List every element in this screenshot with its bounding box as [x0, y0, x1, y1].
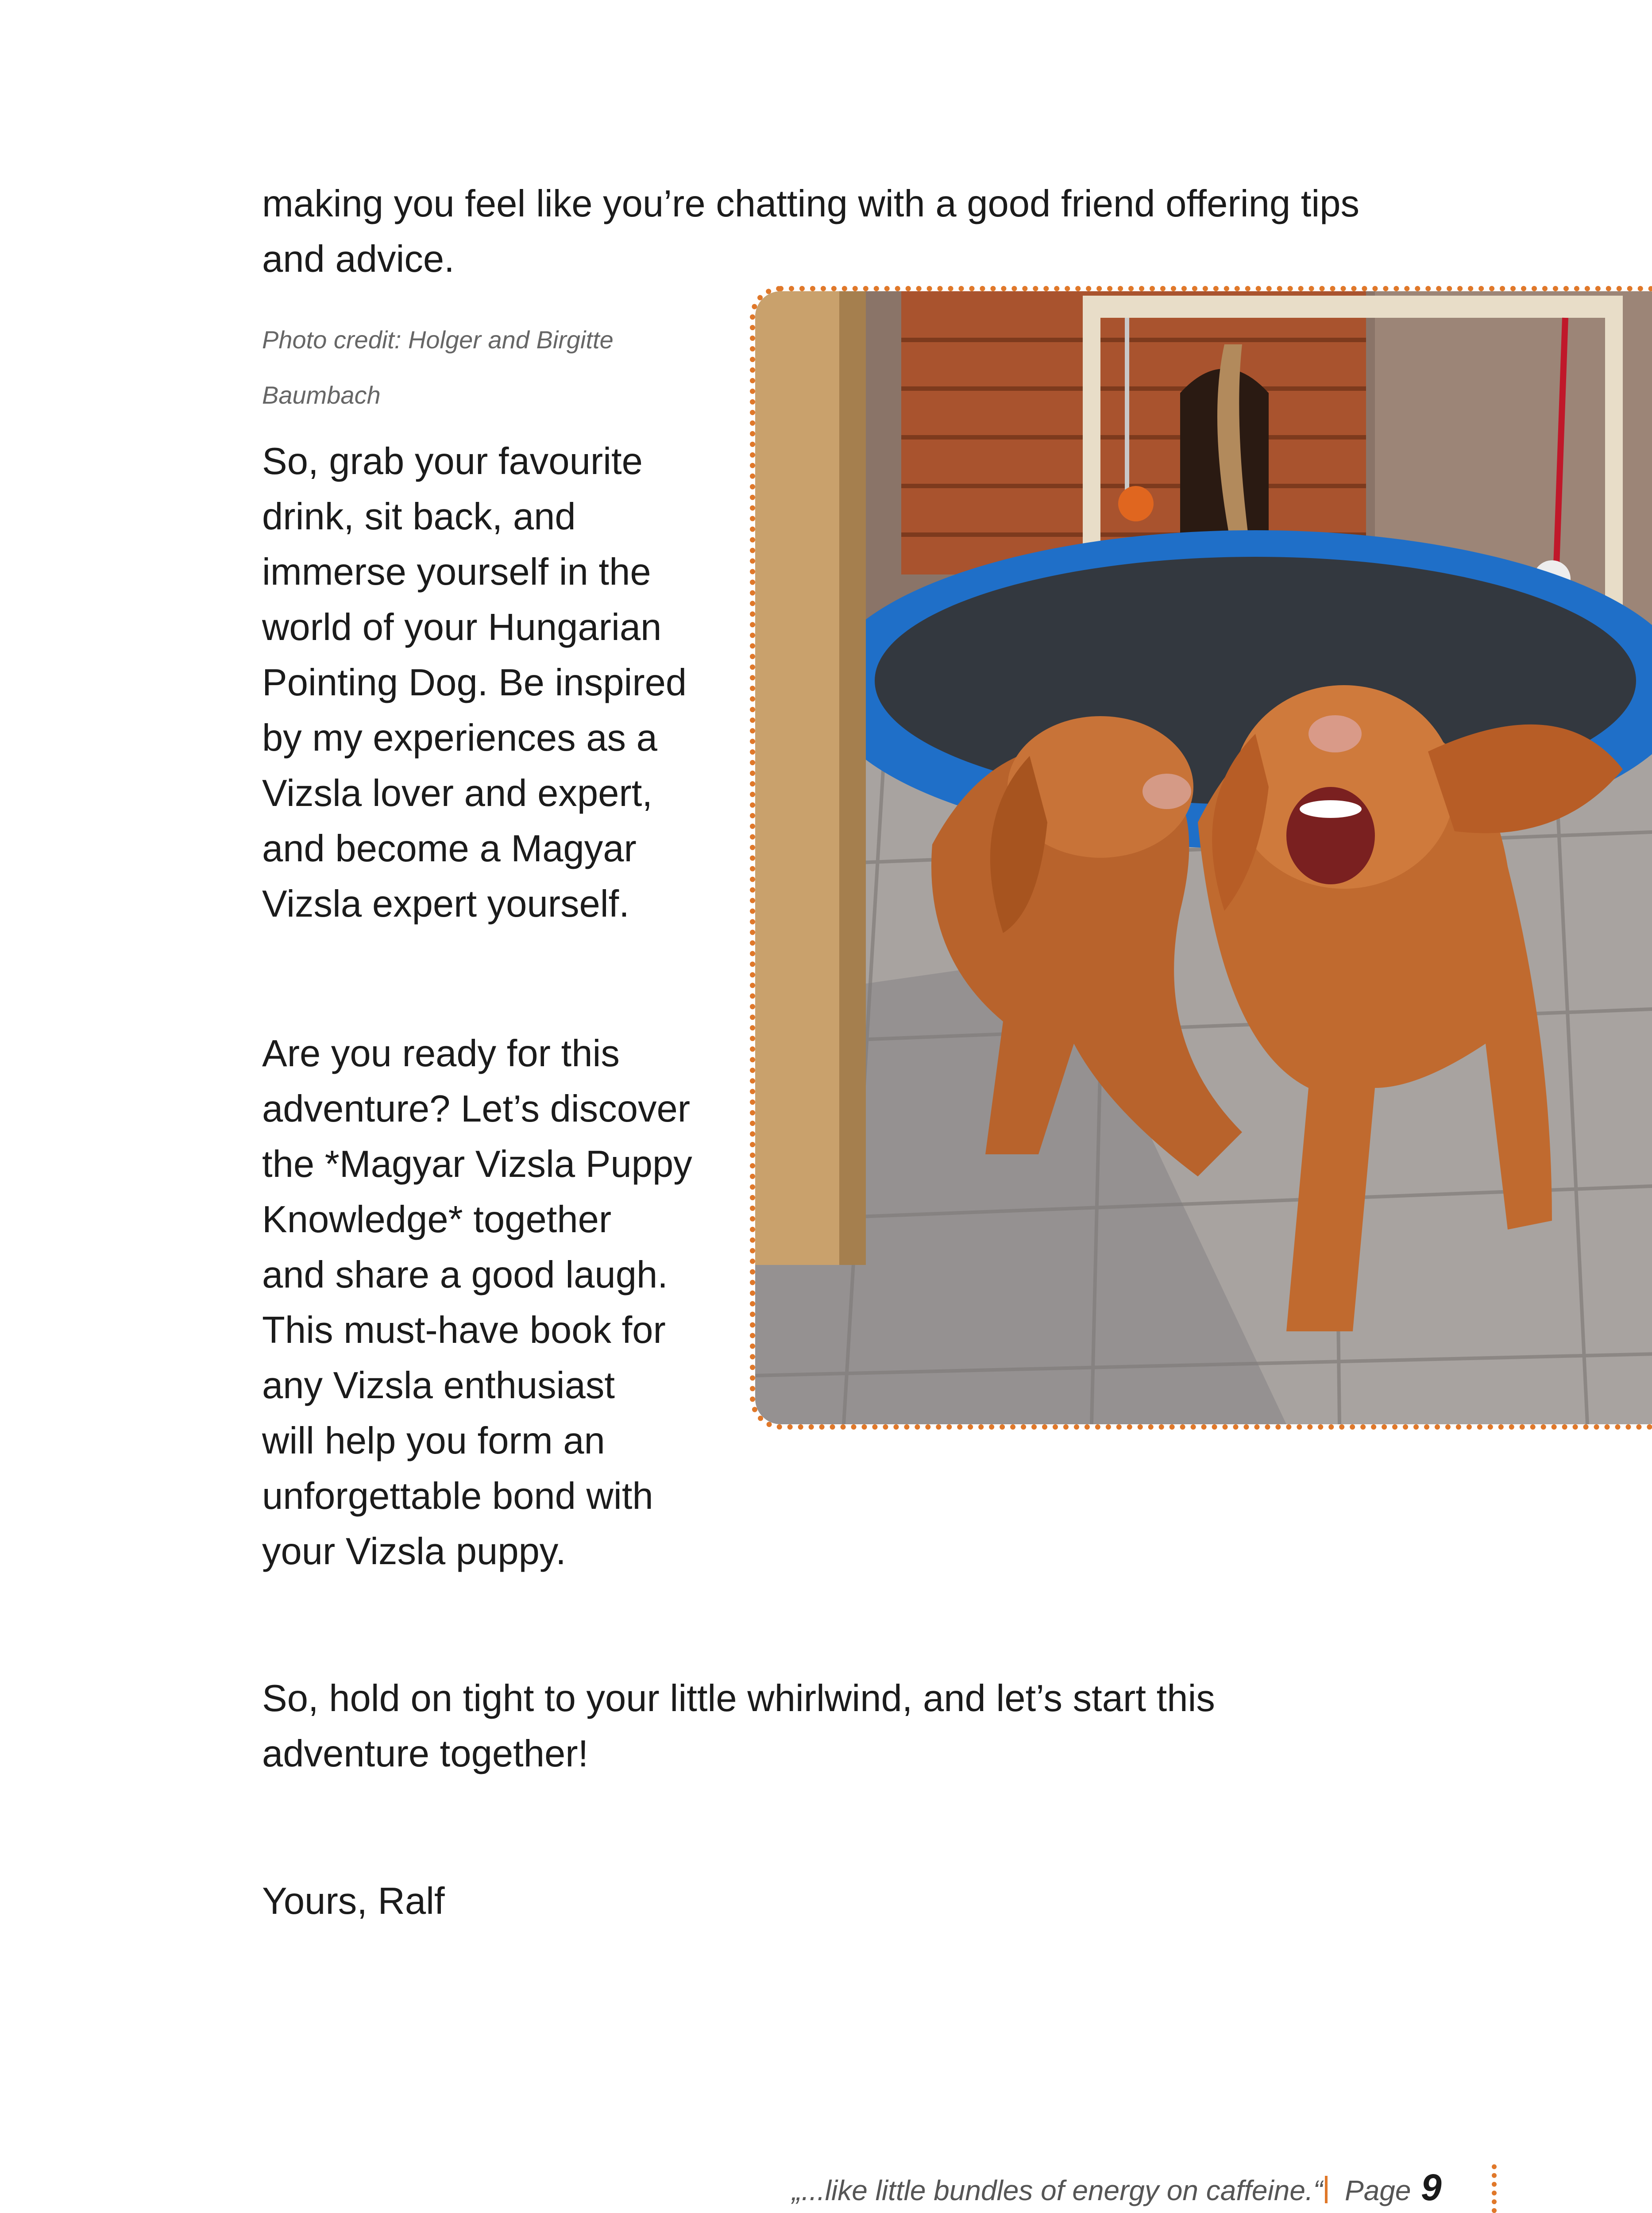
page-footer: [0, 2164, 1652, 2213]
intro-line-1: making you feel like you’re chatting with a good friend offering tips: [262, 183, 1360, 225]
col2-line: adventure? Let’s discover: [262, 1088, 691, 1130]
closing-line-1: So, hold on tight to your little whirlwind, and let’s start this: [262, 1677, 1215, 1720]
puppies-illustration: [755, 291, 1652, 1424]
col1-line: and become a Magyar: [262, 828, 637, 870]
closing-line-2: adventure together!: [262, 1733, 589, 1775]
col1-line: drink, sit back, and: [262, 496, 576, 538]
footer-dotted-rule: [1492, 2164, 1497, 2213]
col2-line: the *Magyar Vizsla Puppy: [262, 1143, 692, 1185]
col1-line: Vizsla lover and expert,: [262, 772, 652, 814]
intro-paragraph: [262, 176, 1501, 287]
col1-line: by my experiences as a: [262, 717, 657, 759]
photo-credit-line-1: Photo credit: Holger and Birgitte: [262, 326, 614, 354]
footer-separator: [1325, 2176, 1328, 2203]
col2-line: This must-have book for: [262, 1309, 666, 1351]
col2-line: your Vizsla puppy.: [262, 1531, 566, 1573]
col2-line: Are you ready for this: [262, 1033, 620, 1075]
page-number: 9: [1421, 2167, 1442, 2208]
photo-credit: [262, 312, 705, 423]
intro-line-2: and advice.: [262, 238, 455, 280]
footer-page-label: Page: [1345, 2174, 1411, 2206]
signoff: Yours, Ralf: [262, 1880, 445, 1922]
col1-line: world of your Hungarian: [262, 606, 662, 648]
col2-line: Knowledge* together: [262, 1199, 612, 1241]
photo-credit-line-2: Baumbach: [262, 381, 381, 409]
col1-line: So, grab your favourite: [262, 440, 643, 482]
col2-line: unforgettable bond with: [262, 1475, 653, 1517]
closing-paragraph: [262, 1671, 1501, 1781]
footer-quote: „...like little bundles of energy on caffeine.“: [792, 2174, 1323, 2206]
col2-line: and share a good laugh.: [262, 1254, 668, 1296]
col1-line: Vizsla expert yourself.: [262, 883, 629, 925]
col1-line: Pointing Dog. Be inspired: [262, 662, 687, 704]
col2-line: will help you form an: [262, 1420, 605, 1462]
col2-line: any Vizsla enthusiast: [262, 1365, 615, 1407]
column-paragraph-1: [262, 434, 731, 932]
puppies-photo: [750, 286, 1652, 1430]
col1-line: immerse yourself in the: [262, 551, 651, 593]
column-paragraph-2: [262, 1026, 731, 1579]
